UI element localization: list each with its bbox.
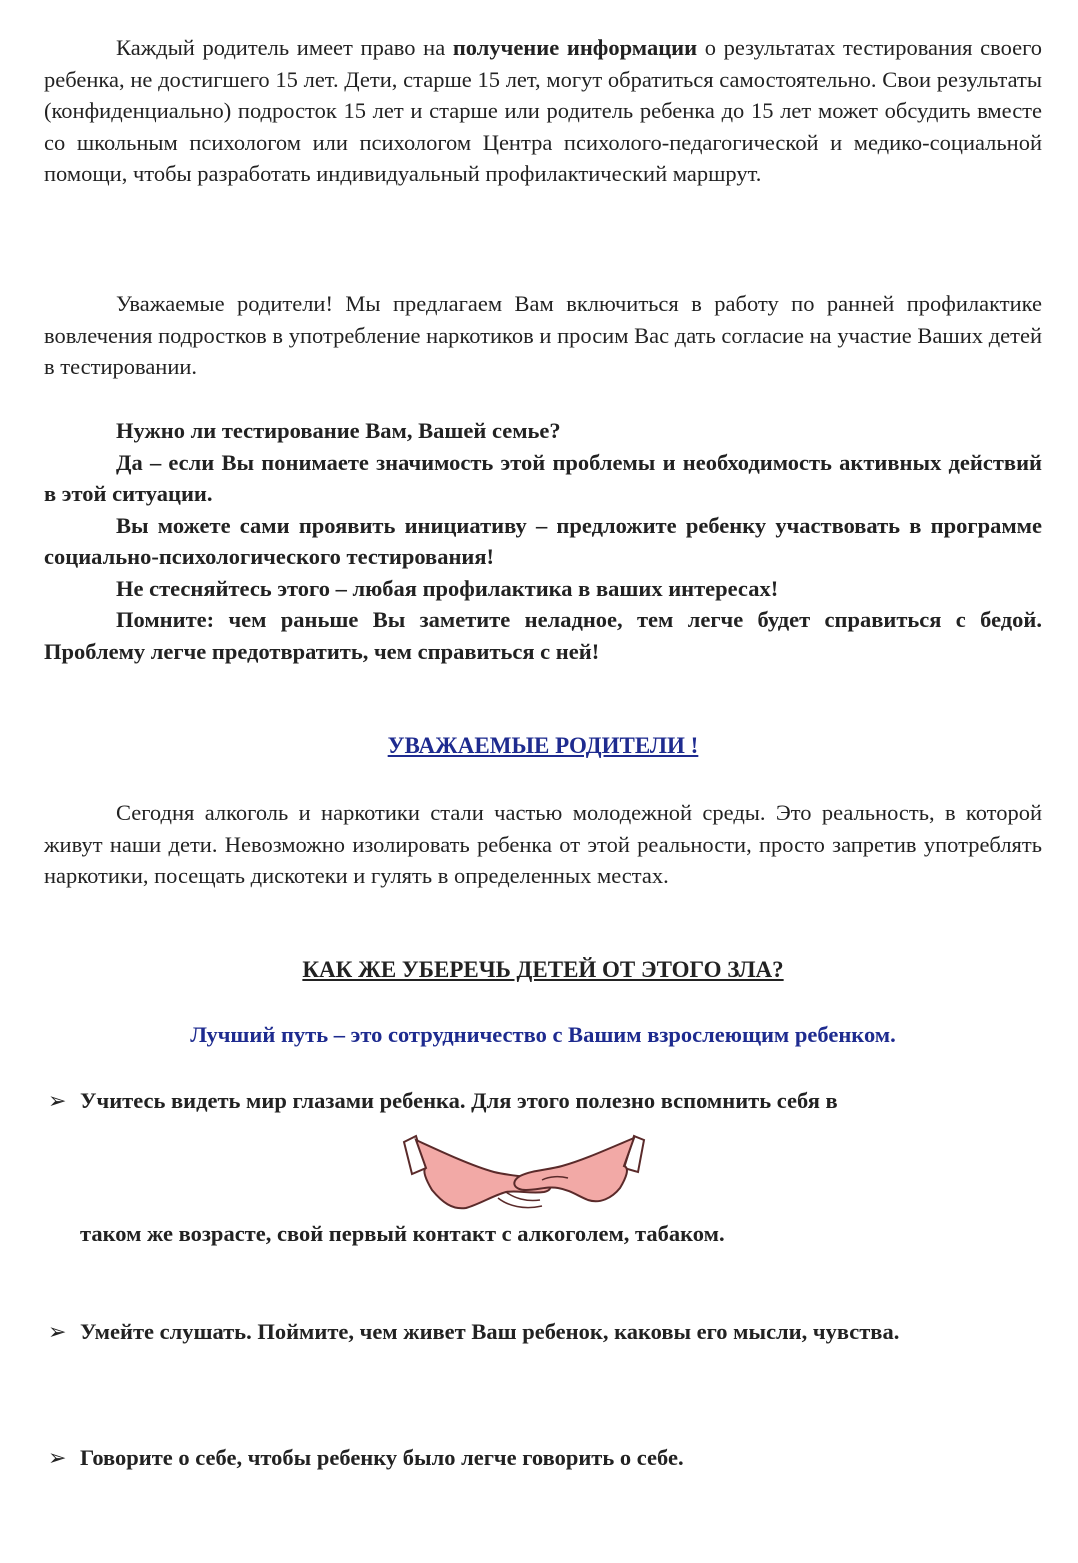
bullet-3-text: Говорите о себе, чтобы ребенку было легче говорить о себе. <box>80 1445 684 1470</box>
cooperation-subtitle: Лучший путь – это сотрудничество с Вашим взрослеющим ребенком. <box>190 1022 896 1047</box>
bullet-item-2 <box>44 1316 1042 1348</box>
answer-4: Помните: чем раньше Вы заметите неладное, тем легче будет справиться с бедой. Проблему легче предотвратить, чем справиться с ней! <box>44 607 1042 664</box>
bullet-1-line-2: таком же возрасте, свой первый контакт с алкоголем, табаком. <box>80 1221 725 1246</box>
appeal-section <box>44 288 1042 383</box>
arrow-bullet-icon: ➢ <box>48 1088 67 1113</box>
intro-section <box>44 32 1042 190</box>
answer-2: Вы можете сами проявить инициативу – предложите ребенку участвовать в программе социально-психологического тестирования! <box>44 512 1042 569</box>
question-heading: Нужно ли тестирование Вам, Вашей семье? <box>116 418 561 443</box>
reality-paragraph: Сегодня алкоголь и наркотики стали частью молодежной среды. Это реальность, в которой живут наши дети. Невозможно изолировать ребенка от этой реальности, просто запретив употреблять наркотики, посещать дискотеки и гулять в определенных местах. <box>44 800 1042 888</box>
questions-section <box>44 415 1042 667</box>
section-heading-parents: УВАЖАЕМЫЕ РОДИТЕЛИ ! <box>387 733 699 758</box>
bullet-2-text: Умейте слушать. Поймите, чем живет Ваш ребенок, каковы его мысли, чувства. <box>80 1319 900 1344</box>
arrow-bullet-icon: ➢ <box>48 1319 67 1344</box>
handshake-icon <box>402 1132 646 1218</box>
answer-3: Не стесняйтесь этого – любая профилактика в ваших интересах! <box>116 575 779 601</box>
section-heading-protect: КАК ЖЕ УБЕРЕЧЬ ДЕТЕЙ ОТ ЭТОГО ЗЛА? <box>302 957 784 982</box>
intro-text-bold: получение информации <box>452 35 698 60</box>
answer-1: Да – если Вы понимаете значимость этой проблемы и необходимость активных действий в этой ситуации. <box>44 449 1042 506</box>
reality-section <box>44 797 1042 892</box>
bullet-item-3 <box>44 1442 1042 1474</box>
appeal-paragraph: Уважаемые родители! Мы предлагаем Вам включиться в работу по ранней профилактике вовлечения подростков в употребление наркотиков и просим Вас дать согласие на участие Ваших детей в тестировании. <box>44 291 1042 379</box>
bullet-1-line-1: Учитесь видеть мир глазами ребенка. Для этого полезно вспомнить себя в <box>80 1088 838 1113</box>
intro-text-end: о результатах тестирования своего ребенка, не достигшего 15 лет. Дети, старше 15 лет, могут обратиться самостоятельно. Свои результаты (конфиденциально) подросток 15 лет и старше или родитель ребенка до 15 лет может обсудить вместе со школьным психологом или психологом Центра психолого-педагогической и медико-социальной помощи, чтобы разработать индивидуальный профилактический маршрут. <box>44 35 1042 186</box>
bullet-item-1 <box>44 1085 1042 1117</box>
intro-text-start: Каждый родитель имеет право на <box>116 35 453 60</box>
arrow-bullet-icon: ➢ <box>48 1445 67 1470</box>
intro-paragraph-1 <box>44 32 1042 190</box>
